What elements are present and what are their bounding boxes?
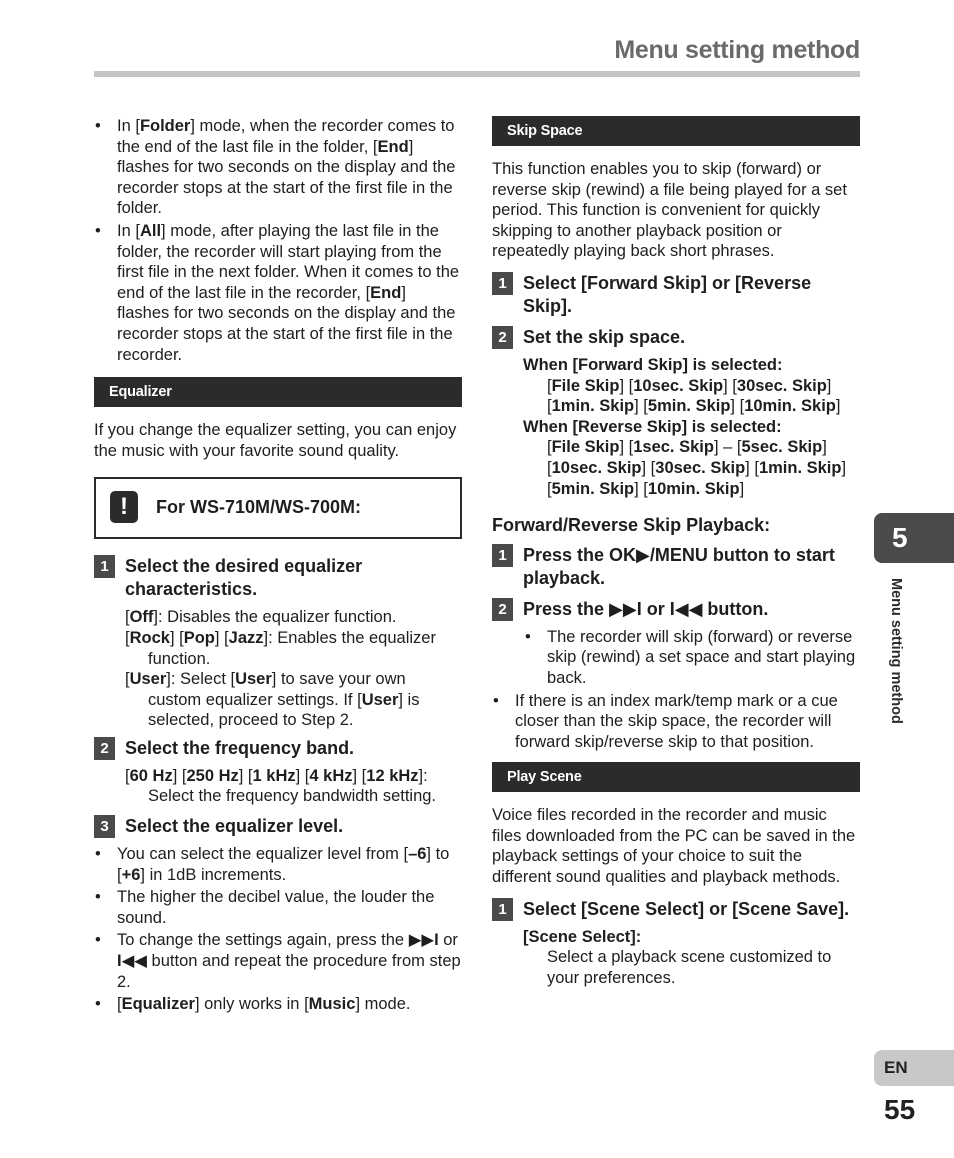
bold-term: All: [139, 221, 162, 240]
scene-select-label: [Scene Select]:: [523, 927, 642, 946]
scene-select-description: Select a playback scene customized to your preferences.: [547, 948, 832, 987]
bold-term: 12 kHz: [366, 766, 419, 785]
option-line: [60 Hz] [250 Hz] [1 kHz] [4 kHz] [12 kHz]: Select the frequency bandwidth setting.: [125, 766, 437, 806]
skip-step-1: [492, 272, 860, 318]
step-title: Select [Forward Skip] or [Reverse Skip].: [523, 272, 812, 316]
bullet-item: • In [All] mode, after playing the last file in the folder, the recorder will start playing from the first file in the next folder. When it comes to the end of the last file in the recorder, [End] flashes for two seconds on the display and the recorder stops at the start of the first file in the recorder.: [94, 221, 462, 365]
note-box: [94, 477, 462, 539]
scene-step-1: [492, 898, 860, 921]
forward-skip-heading: When [Forward Skip] is selected:: [523, 355, 783, 374]
note-label: For WS-710M/WS-700M:: [156, 497, 362, 518]
reverse-skip-heading: When [Reverse Skip] is selected:: [523, 417, 782, 436]
bold-term: 10sec. Skip: [551, 458, 642, 477]
step-title: Set the skip space.: [523, 326, 686, 347]
playback-step-2: [492, 598, 860, 621]
step-number: 2: [492, 326, 513, 349]
bold-term: Music: [308, 995, 356, 1014]
bold-term: User: [361, 690, 399, 709]
bold-term: I◀◀: [117, 952, 147, 971]
section-header-equalizer: Equalizer: [94, 377, 462, 407]
option-line: [Rock] [Pop] [Jazz]: Enables the equalizer function.: [125, 628, 436, 668]
bold-term: User: [235, 670, 272, 689]
option-line: [Off]: Disables the equalizer function.: [125, 608, 397, 627]
reverse-skip-options: [File Skip] [1sec. Skip] – [5sec. Skip] [10sec. Skip] [30sec. Skip] [1min. Skip] [5min. Skip] [10min. Skip]: [547, 438, 847, 498]
option-line: [User]: Select [User] to save your own custom equalizer settings. If [User] is selected, proceed to Step 2.: [125, 670, 420, 730]
scene-select-heading: [492, 927, 860, 948]
step-title: Select the frequency band.: [125, 737, 355, 758]
bold-term: Off: [129, 608, 154, 627]
right-column: [492, 116, 860, 988]
play-scene-intro: Voice files recorded in the recorder and music files downloaded from the PC can be saved in the playback settings of your choice to suit the different sound qualities and playback methods.: [492, 806, 856, 887]
section-header-play-scene: Play Scene: [492, 762, 860, 792]
bold-term: End: [370, 283, 402, 302]
bullet-item: • The higher the decibel value, the louder the sound.: [94, 887, 462, 928]
step-title: Select the equalizer level.: [125, 816, 344, 837]
step2-options: [94, 766, 462, 807]
step-number: 1: [492, 898, 513, 921]
skip-step-2: [492, 326, 860, 349]
bold-term: 1sec. Skip: [633, 438, 714, 457]
step-title: Press the ▶▶I or I◀◀ button.: [523, 598, 769, 619]
skip-intro: This function enables you to skip (forward) or reverse skip (rewind) a file being played for a set period. This function is convenient for quickly skipping to another playback position or repeatedly playing back short phrases.: [492, 160, 847, 261]
bullet-item: • To change the settings again, press the ▶▶I or I◀◀ button and repeat the procedure from step 2.: [94, 930, 462, 992]
bold-term: Folder: [139, 117, 191, 135]
left-column: [94, 116, 462, 1017]
bold-term: User: [129, 670, 167, 689]
bullet-list-top: [94, 116, 462, 365]
bold-term: –6: [408, 845, 427, 864]
step-number: 2: [94, 737, 115, 760]
bold-term: 30sec. Skip: [736, 376, 827, 395]
bold-term: End: [377, 137, 409, 156]
forward-skip-options: [File Skip] [10sec. Skip] [30sec. Skip] [1min. Skip] [5min. Skip] [10min. Skip]: [547, 376, 841, 416]
bold-term: 5min. Skip: [551, 479, 635, 498]
bold-term: 1min. Skip: [551, 397, 635, 416]
chapter-side-label: Menu setting method: [888, 578, 904, 724]
exclamation-icon: !: [110, 491, 138, 523]
header-rule: [94, 71, 860, 77]
step-number: 1: [94, 555, 115, 578]
step-number: 1: [492, 544, 513, 567]
forward-reverse-heading: Forward/Reverse Skip Playback:: [492, 515, 771, 536]
bullet-item: • You can select the equalizer level from [–6] to [+6] in 1dB increments.: [94, 844, 462, 885]
step1-options: [94, 607, 462, 731]
bullet-item: • If there is an index mark/temp mark or a cue closer than the skip space, the recorder will forward skip/reverse skip to that position.: [492, 691, 860, 753]
bold-term: ▶▶I: [408, 931, 439, 950]
bold-term: File Skip: [551, 438, 620, 457]
bullet-list-bottom: [94, 844, 462, 1015]
bold-term: 1 kHz: [252, 766, 296, 785]
bold-term: 10min. Skip: [744, 397, 836, 416]
bullet-item: • [Equalizer] only works in [Music] mode.: [94, 994, 462, 1015]
language-tab: EN: [874, 1050, 954, 1086]
bold-term: Equalizer: [121, 995, 195, 1014]
bold-term: 10sec. Skip: [633, 376, 724, 395]
step-2: [94, 737, 462, 760]
bold-term: 4 kHz: [309, 766, 353, 785]
chapter-tab: 5: [874, 513, 954, 563]
section-header-skip-space: Skip Space: [492, 116, 860, 146]
equalizer-intro: If you change the equalizer setting, you can enjoy the music with your favorite sound quality.: [94, 421, 457, 460]
bold-term: 30sec. Skip: [655, 458, 746, 477]
step-number: 1: [492, 272, 513, 295]
bold-term: 5sec. Skip: [741, 438, 823, 457]
bold-term: 60 Hz: [129, 766, 173, 785]
bullet-item: • In [Folder] mode, when the recorder comes to the end of the last file in the folder, [End] flashes for two seconds on the display and the recorder stops at the start of the first file in the folder.: [94, 116, 462, 219]
step-1: [94, 555, 462, 601]
step-title: Press the OK▶/MENU button to start playback.: [523, 544, 835, 588]
step-3: [94, 815, 462, 838]
step-number: 2: [492, 598, 513, 621]
bold-term: 250 Hz: [186, 766, 239, 785]
bold-term: Rock: [129, 628, 170, 647]
page-title: Menu setting method: [614, 36, 860, 64]
bold-term: Jazz: [228, 628, 264, 647]
page-number: 55: [884, 1094, 916, 1125]
step-title: Select the desired equalizer characteristics.: [125, 556, 363, 600]
step-number: 3: [94, 815, 115, 838]
step-title: Select [Scene Select] or [Scene Save].: [523, 898, 850, 919]
bold-term: Pop: [183, 628, 215, 647]
playback-step-1: [492, 544, 860, 590]
bold-term: 5min. Skip: [647, 397, 731, 416]
bold-term: 1min. Skip: [758, 458, 842, 477]
bold-term: File Skip: [551, 376, 620, 395]
bold-term: +6: [121, 865, 141, 884]
sub-bullet-item: • The recorder will skip (forward) or reverse skip (rewind) a set space and start playing back.: [524, 627, 860, 689]
bold-term: 10min. Skip: [647, 479, 740, 498]
